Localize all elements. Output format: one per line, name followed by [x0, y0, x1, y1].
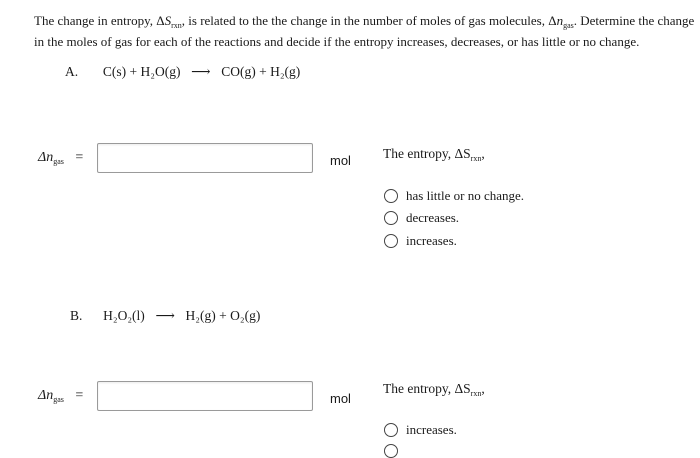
gas-subscript: gas: [563, 21, 574, 30]
mol-unit-a: mol: [330, 153, 351, 168]
equals-sign: =: [75, 388, 84, 403]
entropy-prompt-a-sub: rxn: [470, 154, 482, 163]
entropy-prompt-b-sub: rxn: [470, 389, 482, 398]
mol-unit-b: mol: [330, 391, 351, 406]
option-label: has little or no change.: [406, 188, 525, 203]
radio-option-increases-b[interactable]: [384, 420, 457, 440]
entropy-prompt-b-suffix: ,: [481, 381, 485, 396]
reaction-a-arrow: ⟶: [191, 64, 211, 79]
equals-sign: =: [75, 150, 84, 165]
entropy-prompt-a: [383, 146, 485, 162]
intro-text-a: The change in entropy, Δ: [34, 13, 165, 28]
part-b-letter: B.: [70, 308, 83, 323]
part-a-letter: A.: [65, 64, 79, 79]
rxn-subscript: rxn: [171, 21, 182, 30]
delta-n-symbol: Δn: [38, 150, 54, 165]
radio-option-little-change[interactable]: [384, 186, 524, 206]
reaction-b-product-2: O₂(g): [230, 308, 261, 323]
reaction-a-product-1: CO(g): [221, 64, 256, 79]
reaction-b-product-1: H₂(g): [185, 308, 216, 323]
intro-text-b: , is related to the the change in the number of moles of gas molecules, Δ: [181, 13, 557, 28]
radio-button[interactable]: [384, 211, 398, 225]
entropy-symbol: S: [164, 13, 172, 28]
entropy-prompt-a-text: The entropy, ΔS: [383, 146, 471, 161]
delta-n-input-b[interactable]: [97, 381, 313, 411]
radio-button[interactable]: [384, 189, 398, 203]
intro-line-2: in the moles of gas for each of the reactions and decide if the entropy increases, decreases, or has little or no change.: [34, 34, 640, 49]
option-label: decreases.: [406, 210, 460, 225]
radio-button-partial[interactable]: [384, 444, 398, 458]
radio-option-decreases[interactable]: [384, 208, 459, 228]
entropy-prompt-b: [383, 381, 485, 397]
reaction-b-reactant-1: H₂O₂(l): [103, 308, 145, 323]
option-label: increases.: [406, 233, 457, 248]
moles-symbol: n: [556, 13, 564, 28]
delta-gas-subscript: gas: [53, 395, 64, 404]
delta-gas-subscript: gas: [53, 157, 64, 166]
radio-button[interactable]: [384, 423, 398, 437]
question-intro: [34, 10, 694, 52]
intro-text-c: . Determine the change: [573, 13, 695, 28]
reaction-a-product-2: H₂(g): [270, 64, 301, 79]
option-label: increases.: [406, 422, 457, 437]
reaction-b: [70, 308, 260, 324]
delta-n-symbol: Δn: [38, 388, 54, 403]
reaction-b-arrow: ⟶: [155, 308, 175, 323]
reaction-b-plus: +: [219, 308, 227, 323]
delta-n-gas-label-a: [38, 150, 83, 166]
reaction-a: [65, 64, 300, 80]
radio-button[interactable]: [384, 234, 398, 248]
intro-line-1: [34, 10, 694, 31]
reaction-a-plus-1: +: [129, 64, 138, 79]
entropy-prompt-b-text: The entropy, ΔS: [383, 381, 471, 396]
radio-option-increases[interactable]: [384, 231, 457, 251]
reaction-a-reactant-2: H₂O(g): [140, 64, 181, 79]
entropy-prompt-a-suffix: ,: [481, 146, 485, 161]
reaction-a-plus-2: +: [259, 64, 267, 79]
reaction-a-reactant-1: C(s): [102, 64, 127, 79]
delta-n-gas-label-b: [38, 388, 83, 404]
delta-n-input-a[interactable]: [97, 143, 313, 173]
